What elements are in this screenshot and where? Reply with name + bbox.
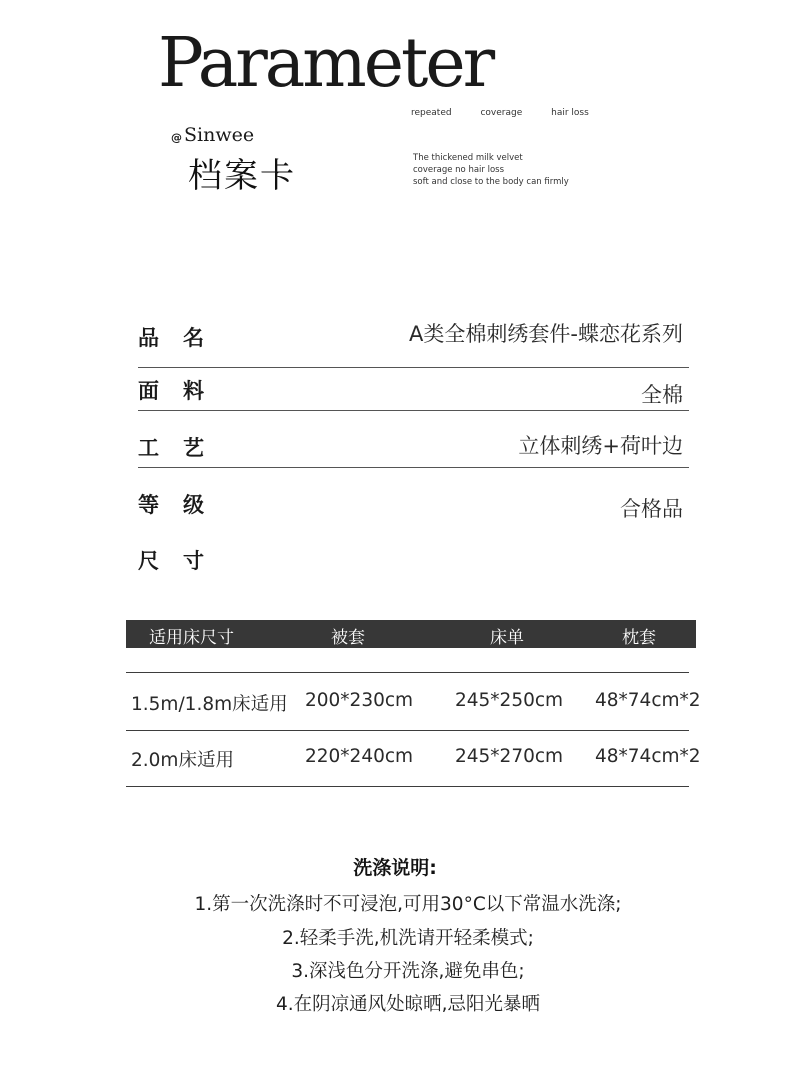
param-label: 品名 — [138, 326, 228, 350]
size-table-header — [126, 620, 696, 648]
table-cell: 220*240cm — [305, 746, 414, 767]
table-cell: 200*230cm — [305, 690, 414, 711]
washing-title: 洗涤说明: — [353, 857, 437, 879]
param-row-craft — [138, 412, 689, 468]
param-label: 工艺 — [138, 436, 228, 460]
param-label: 等级 — [138, 493, 228, 517]
table-cell: 245*250cm — [455, 690, 564, 711]
param-value: A类全棉刺绣套件-蝶恋花系列 — [409, 322, 683, 346]
table-cell: 48*74cm*2 — [595, 690, 701, 711]
param-label: 面料 — [138, 379, 228, 403]
table-cell: 48*74cm*2 — [595, 746, 701, 767]
table-cell: 2.0m床适用 — [131, 750, 234, 771]
param-label: 尺寸 — [138, 549, 228, 573]
table-cell: 1.5m/1.8m床适用 — [131, 694, 288, 715]
tag: coverage — [480, 108, 523, 118]
divider — [126, 672, 689, 673]
page-title: Parameter — [158, 24, 493, 103]
brand-logo — [171, 124, 254, 146]
tag: repeated — [411, 108, 452, 118]
param-value: 立体刺绣+荷叶边 — [518, 434, 683, 458]
param-value: 合格品 — [620, 497, 683, 521]
param-row-grade — [138, 469, 689, 525]
column-header: 被套 — [331, 628, 365, 648]
divider — [126, 730, 689, 731]
feature-tags — [411, 108, 615, 118]
product-description — [413, 152, 569, 188]
column-header: 枕套 — [622, 628, 656, 648]
param-row-size — [138, 525, 689, 581]
description-line: The thickened milk velvet — [413, 153, 523, 163]
param-row-fabric — [138, 355, 689, 411]
divider — [126, 786, 689, 787]
washing-item: 4.在阴凉通风处晾晒,忌阳光暴晒 — [275, 994, 541, 1015]
card-title: 档案卡 — [188, 156, 296, 196]
description-line: coverage no hair loss — [413, 165, 505, 175]
washing-item: 1.第一次洗涤时不可浸泡,可用30°C以下常温水洗涤; — [194, 894, 622, 915]
column-header: 适用床尺寸 — [149, 628, 234, 648]
table-cell: 245*270cm — [455, 746, 564, 767]
washing-item: 2.轻柔手洗,机洗请开轻柔模式; — [282, 928, 534, 949]
column-header: 床单 — [490, 628, 524, 648]
tag: hair loss — [551, 108, 589, 118]
brand-name: Sinwee — [184, 124, 255, 146]
param-value: 全棉 — [641, 383, 683, 407]
washing-item: 3.深浅色分开洗涤,避免串色; — [291, 961, 525, 982]
description-line: soft and close to the body can firmly — [413, 177, 569, 187]
brand-at: @ — [171, 131, 182, 144]
